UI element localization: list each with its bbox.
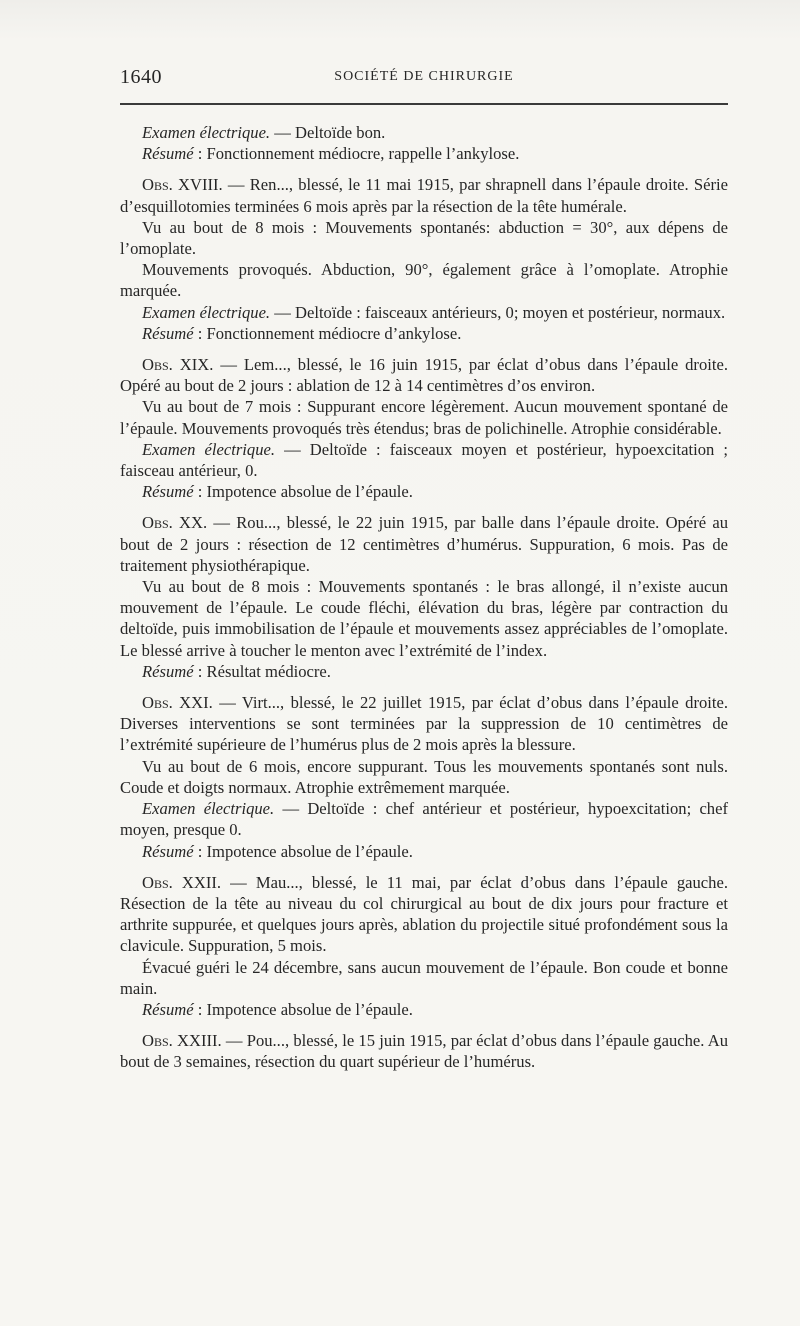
paragraph-text: Vu au bout de 7 mois : Suppurant encore légèrement. Aucun mouvement spontané de l’épaule. Mouvements provoqués très étendus; bras de polichinelle. Atrophie considérable. [120, 397, 728, 438]
section-label: Résumé [142, 323, 194, 343]
observation-number: Obs. XVIII. [142, 175, 223, 195]
paragraph [120, 1030, 728, 1072]
paragraph-text: — Deltoïde : chef antérieur et postérieur, hypoexcitation; chef moyen, presque 0. [120, 799, 728, 840]
paragraph [120, 143, 728, 164]
paragraph [120, 259, 728, 301]
observation-number: Obs. XIX. [142, 355, 214, 375]
paragraph [120, 872, 728, 957]
paragraph-text: — Deltoïde : faisceaux moyen et postérieur, hypoexcitation ; faisceau antérieur, 0. [120, 439, 728, 481]
paragraph-text: Vu au bout de 8 mois : Mouvements spontanés : le bras allongé, il n’existe aucun mouvement de l’épaule. Le coude fléchi, élévation du bras, légère par contraction du deltoïde, puis immobilisation de l’épaule et mouvements assez appréciables de l’omoplate. Le blessé arrive à toucher le menton avec l’extrémité de l’index. [120, 577, 728, 660]
paragraph [120, 957, 728, 999]
paragraph [120, 756, 728, 798]
paragraph [120, 439, 728, 481]
paragraph [120, 354, 728, 396]
paragraph [120, 396, 728, 438]
section-label: Examen électrique. [142, 302, 271, 322]
section-label: Examen électrique. [142, 439, 276, 459]
paragraph-text: Vu au bout de 8 mois : Mouvements spontanés: abduction = 30°, aux dépens de l’omoplate. [120, 217, 728, 259]
paragraph [120, 174, 728, 216]
paragraph [120, 576, 728, 661]
paragraph-text: Vu au bout de 6 mois, encore suppurant. Tous les mouvements spontanés sont nuls. Coude et doigts normaux. Atrophie extrêmement marquée. [120, 756, 728, 797]
header-rule [120, 103, 728, 105]
paragraph-text: Évacué guéri le 24 décembre, sans aucun mouvement de l’épaule. Bon coude et bonne main. [120, 957, 728, 998]
section-label: Examen électrique. [142, 123, 271, 142]
paragraph [120, 999, 728, 1020]
paragraph-text: — Ren..., blessé, le 11 mai 1915, par shrapnell dans l’épaule droite. Série d’esquillotomies terminées 6 mois après par la résection de la tête humérale. [120, 175, 728, 216]
section-label: Résumé [142, 482, 194, 502]
paragraph-text: : Impotence absolue de l’épaule. [193, 841, 413, 861]
paragraph [120, 302, 728, 323]
paragraph-text: — Lem..., blessé, le 16 juin 1915, par éclat d’obus dans l’épaule droite. Opéré au bout de 2 jours : ablation de 12 à 14 centimètres d’os environ. [120, 355, 728, 396]
observation-number: Obs. XX. [142, 513, 208, 533]
page-number: 1640 [120, 66, 162, 88]
paragraph-text: : Fonctionnement médiocre d’ankylose. [193, 323, 462, 343]
paragraph-text: — Virt..., blessé, le 22 juillet 1915, par éclat d’obus dans l’épaule droite. Diverses interventions se sont terminées par la suppression de 10 centimètres de l’extrémité supérieure de l’humérus plus de 2 mois après la blessure. [120, 693, 728, 755]
paragraph [120, 798, 728, 840]
paragraph [120, 323, 728, 344]
observation-number: Obs. XXIII. [142, 1031, 222, 1051]
section-label: Résumé [142, 661, 194, 681]
paragraph-text: — Mau..., blessé, le 11 mai, par éclat d’obus dans l’épaule gauche. Résection de la tête au niveau du col chirurgical au bout de dix jours pour fracture et arthrite suppurée, et quelques jours après, ablation du projectile situé profondément sous la clavicule. Suppuration, 5 mois. [120, 872, 728, 956]
paragraph-text: : Fonctionnement médiocre, rappelle l’ankylose. [193, 144, 520, 164]
observation-number: Obs. XXII. [142, 872, 222, 892]
paragraph [120, 692, 728, 756]
paragraph-text: — Deltoïde : faisceaux antérieurs, 0; moyen et postérieur, normaux. [270, 302, 726, 322]
paragraph-text: : Impotence absolue de l’épaule. [193, 999, 413, 1019]
paragraph-text: — Pou..., blessé, le 15 juin 1915, par éclat d’obus dans l’épaule gauche. Au bout de 3 semaines, résection du quart supérieur de l’humérus. [120, 1031, 728, 1072]
section-label: Résumé [142, 841, 194, 861]
section-label: Examen électrique. [142, 799, 275, 819]
paragraph-text: — Rou..., blessé, le 22 juin 1915, par balle dans l’épaule droite. Opéré au bout de 2 jours : résection de 12 centimètres d’humérus. Suppuration, 6 mois. Pas de traitement physiothérapique. [120, 513, 728, 575]
paragraph [120, 217, 728, 259]
page-header [120, 66, 728, 90]
paragraph-text: — Deltoïde bon. [270, 123, 386, 142]
paragraph [120, 122, 728, 143]
paragraph [120, 481, 728, 502]
section-label: Résumé [142, 999, 194, 1019]
paragraph [120, 512, 728, 576]
paragraph-text: Mouvements provoqués. Abduction, 90°, également grâce à l’omoplate. Atrophie marquée. [120, 260, 728, 301]
paragraph-text: : Résultat médiocre. [193, 661, 331, 681]
running-head: SOCIÉTÉ DE CHIRURGIE [334, 69, 514, 84]
paragraph [120, 841, 728, 862]
observation-number: Obs. XXI. [142, 693, 213, 713]
document-body [120, 122, 728, 1073]
section-label: Résumé [142, 144, 194, 164]
paragraph-text: : Impotence absolue de l’épaule. [193, 482, 413, 502]
paragraph [120, 661, 728, 682]
